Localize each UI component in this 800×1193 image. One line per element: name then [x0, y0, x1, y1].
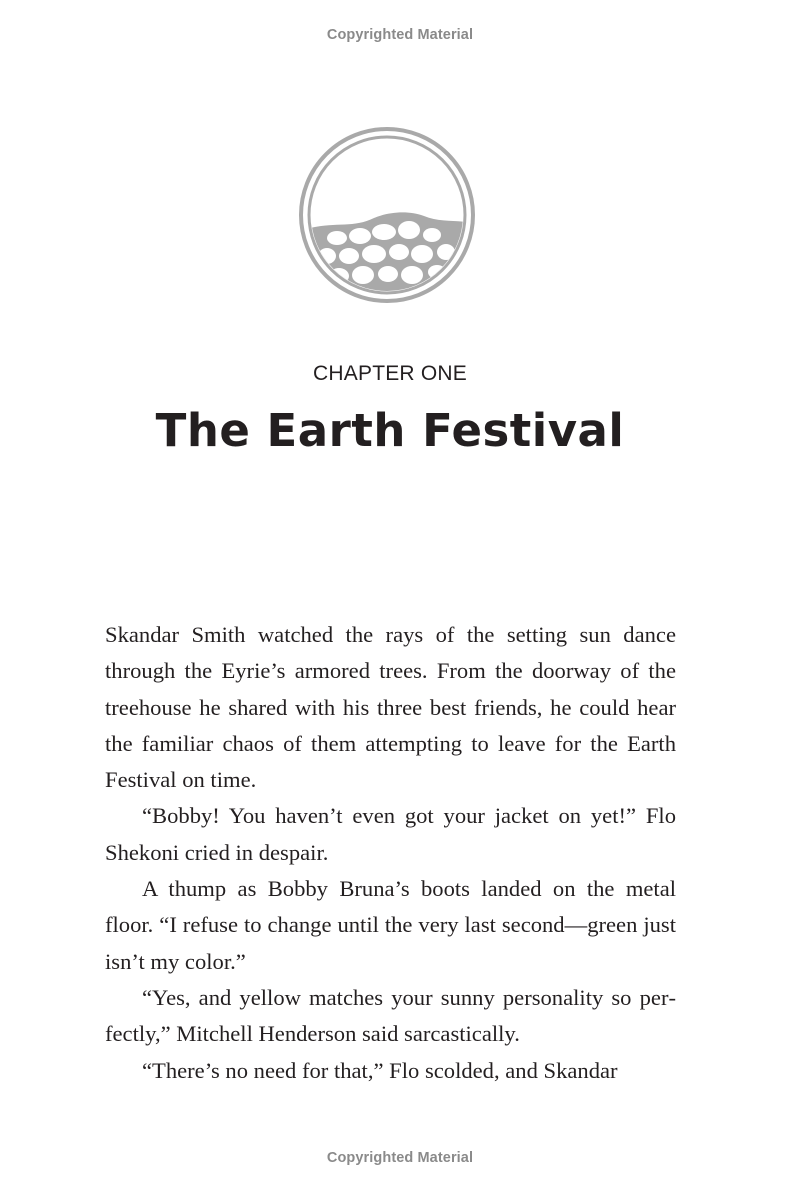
chapter-body — [105, 617, 676, 1089]
paragraph: A thump as Bobby Bruna’s boots landed on the metal floor. “I refuse to change until the very last second—green just isn’t my color.” — [105, 876, 676, 974]
copyright-watermark-bottom: Copyrighted Material — [326, 1150, 474, 1166]
paragraph: “There’s no need for that,” Flo scolded, and Skandar — [142, 1057, 618, 1083]
paragraph: “Yes, and yellow matches your sunny personality so perfectly,” Mitchell Henderson said sarcastically. — [105, 984, 676, 1047]
earth-element-emblem-icon — [296, 124, 478, 306]
copyright-watermark-top: Copyrighted Material — [326, 27, 474, 43]
paragraph: “Bobby! You haven’t even got your jacket on yet!” Flo Shekoni cried in despair. — [105, 803, 676, 865]
chapter-title: The Earth Festival — [155, 404, 625, 457]
chapter-number: CHAPTER ONE — [313, 362, 467, 385]
paragraph: Skandar Smith watched the rays of the setting sun dance through the Eyrie’s armored trees. From the doorway of the treehouse he shared with his three best friends, he could hear the familiar chaos of them attempting to leave for the Earth Festival on time. — [105, 622, 676, 793]
